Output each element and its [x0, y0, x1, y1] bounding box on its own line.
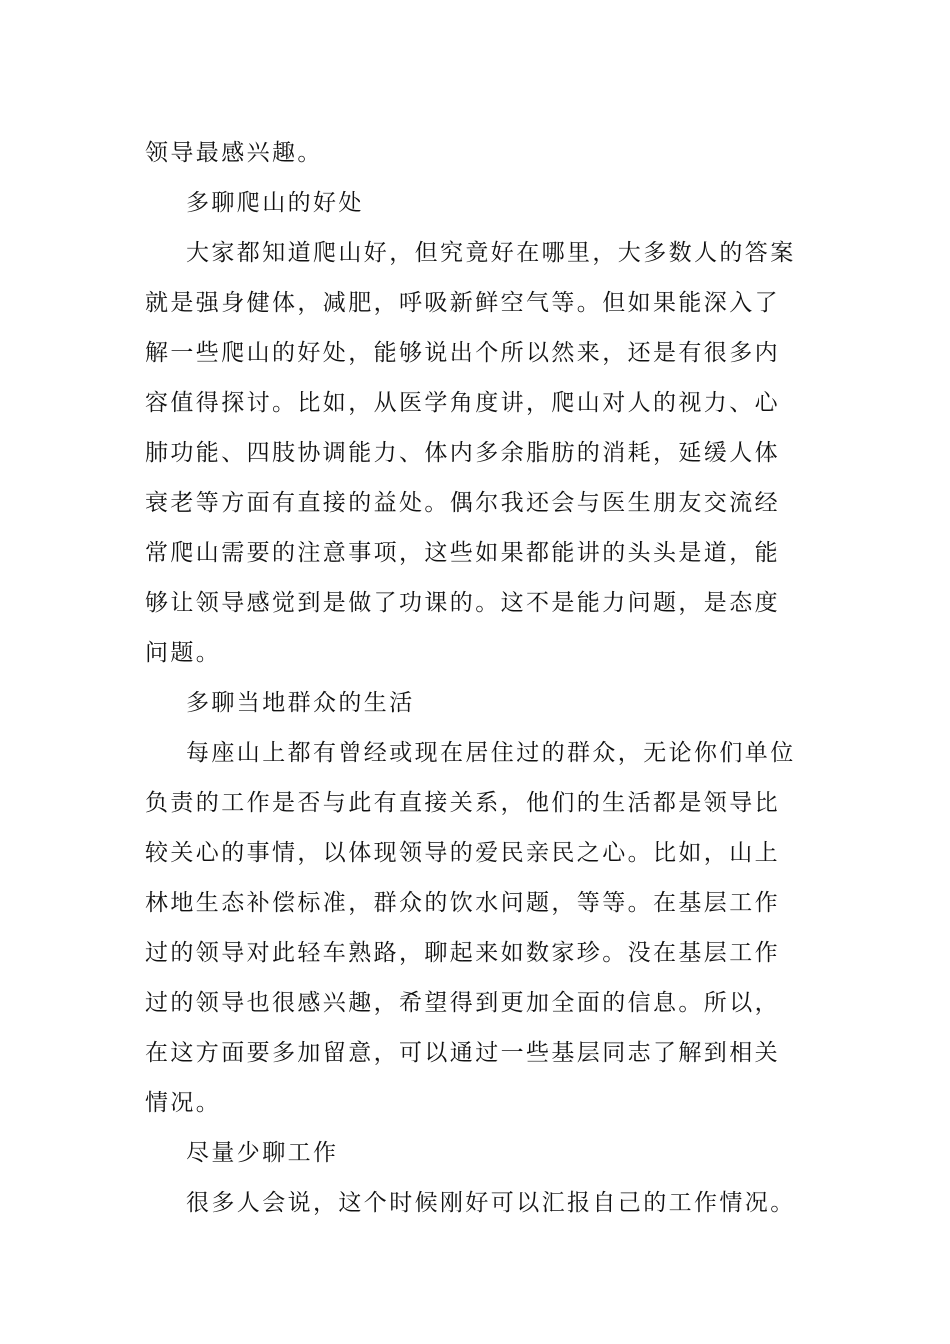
text-line: 过的领导也很感兴趣，希望得到更加全面的信息。所以，: [145, 990, 780, 1016]
heading-text: 多聊当地群众的生活: [186, 690, 415, 716]
text-line: 容值得探讨。比如，从医学角度讲，爬山对人的视力、心: [145, 390, 780, 416]
paragraph: [145, 228, 807, 678]
paragraph-continuation: [145, 128, 807, 178]
text-line: 解一些爬山的好处，能够说出个所以然来，还是有很多内: [145, 340, 780, 366]
text-line: 问题。: [145, 640, 222, 666]
text-line: 每座山上都有曾经或现在居住过的群众，无论你们单位: [186, 740, 796, 766]
heading-text: 尽量少聊工作: [186, 1140, 339, 1166]
section-heading: [145, 1128, 807, 1178]
text-line: 肺功能、四肢协调能力、体内多余脂肪的消耗，延缓人体: [145, 440, 780, 466]
text-line: 够让领导感觉到是做了功课的。这不是能力问题，是态度: [145, 590, 780, 616]
section-heading: [145, 178, 807, 228]
text-line: 很多人会说，这个时候刚好可以汇报自己的工作情况。: [186, 1190, 796, 1216]
section-heading: [145, 678, 807, 728]
text-line: 领导最感兴趣。: [145, 140, 323, 166]
text-line: 情况。: [145, 1090, 222, 1116]
text-line: 负责的工作是否与此有直接关系，他们的生活都是领导比: [145, 790, 780, 816]
text-line: 就是强身健体，减肥，呼吸新鲜空气等。但如果能深入了: [145, 290, 780, 316]
text-line: 林地生态补偿标准，群众的饮水问题，等等。在基层工作: [145, 890, 780, 916]
text-line: 常爬山需要的注意事项，这些如果都能讲的头头是道，能: [145, 540, 780, 566]
paragraph: [145, 1178, 807, 1228]
text-line: 过的领导对此轻车熟路，聊起来如数家珍。没在基层工作: [145, 940, 780, 966]
paragraph: [145, 728, 807, 1128]
text-line: 衰老等方面有直接的益处。偶尔我还会与医生朋友交流经: [145, 490, 780, 516]
document-page: [145, 128, 807, 1228]
heading-text: 多聊爬山的好处: [186, 190, 364, 216]
text-line: 大家都知道爬山好，但究竟好在哪里，大多数人的答案: [186, 240, 796, 266]
text-line: 较关心的事情，以体现领导的爱民亲民之心。比如，山上: [145, 840, 780, 866]
text-line: 在这方面要多加留意，可以通过一些基层同志了解到相关: [145, 1040, 780, 1066]
